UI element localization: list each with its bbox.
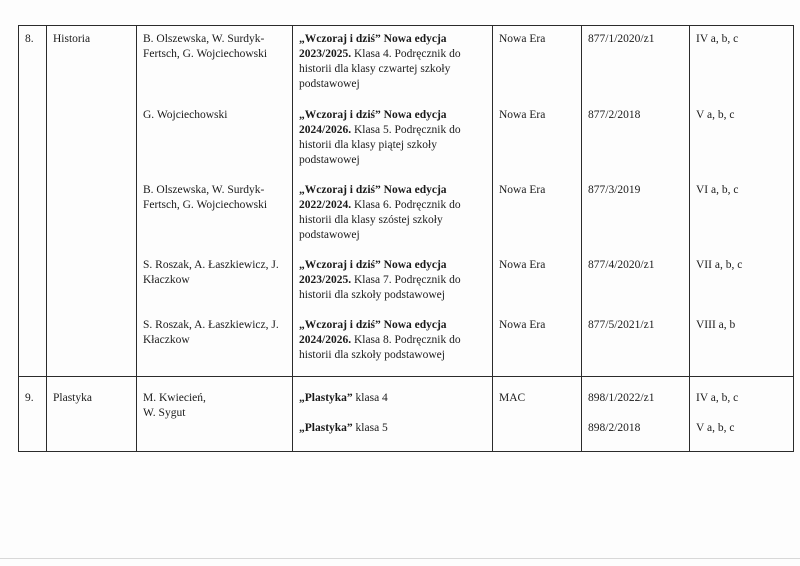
authors-cell	[137, 377, 293, 452]
row-number: 9.	[25, 392, 34, 404]
title-rest: Klasa 5. Podręcznik do historii dla klasy piątej szkoły podstawowej	[299, 124, 461, 166]
publisher-entry: Nowa Era	[499, 259, 546, 271]
publisher-entry: Nowa Era	[499, 319, 546, 331]
classes-cell	[690, 26, 794, 377]
title-rest: Klasa 7. Podręcznik do historii dla szkoły podstawowej	[299, 274, 461, 301]
authors-cell	[137, 26, 293, 377]
approval-number: 898/1/2022/z1	[588, 392, 655, 404]
classes-entry: VIII a, b	[696, 319, 736, 331]
subject-cell	[47, 26, 137, 377]
classes-entry: VI a, b, c	[696, 184, 739, 196]
title-bold: „Wczoraj i dziś” Nowa edycja 2023/2025.	[299, 33, 447, 60]
publisher-entry: Nowa Era	[499, 33, 546, 45]
approval-number: 877/2/2018	[588, 109, 641, 121]
title-bold: „Wczoraj i dziś” Nowa edycja 2024/2026.	[299, 109, 447, 136]
title-rest: Klasa 6. Podręcznik do historii dla klasy szóstej szkoły podstawowej	[299, 199, 461, 241]
publisher-cell	[493, 377, 582, 452]
authors-entry: S. Roszak, A. Łaszkiewicz, J. Kłaczkow	[143, 319, 279, 346]
title-entry	[299, 183, 486, 258]
textbook-table	[18, 25, 794, 452]
title-rest: klasa 5	[352, 422, 388, 434]
table-row-historia	[19, 26, 794, 377]
authors-entry: B. Olszewska, W. Surdyk-Fertsch, G. Wojciechowski	[143, 33, 268, 60]
publisher-entry: Nowa Era	[499, 109, 546, 121]
row-number-cell	[19, 26, 47, 377]
title-rest: Klasa 4. Podręcznik do historii dla klasy czwartej szkoły podstawowej	[299, 48, 461, 90]
subject-name: Historia	[53, 33, 91, 45]
approval-number: 877/1/2020/z1	[588, 33, 655, 45]
authors-line: M. Kwiecień,	[143, 392, 206, 404]
title-entry	[299, 32, 486, 108]
classes-entry: V a, b, c	[696, 109, 735, 121]
title-bold: „Wczoraj i dziś” Nowa edycja 2024/2026.	[299, 319, 447, 346]
title-bold: „Wczoraj i dziś” Nowa edycja 2022/2024.	[299, 184, 447, 211]
title-entry	[299, 108, 486, 183]
title-bold: „Plastyka”	[299, 422, 353, 434]
approval-number-cell	[582, 26, 690, 377]
approval-number: 877/4/2020/z1	[588, 259, 655, 271]
row-number-cell	[19, 377, 47, 452]
row-number: 8.	[25, 33, 34, 45]
approval-number: 877/3/2019	[588, 184, 641, 196]
title-rest: klasa 4	[352, 392, 388, 404]
publisher-entry: MAC	[499, 392, 526, 404]
classes-entry: IV a, b, c	[696, 33, 739, 45]
title-cell	[293, 26, 493, 377]
authors-line: W. Sygut	[143, 407, 186, 419]
page-bottom-divider	[0, 558, 800, 559]
title-entry	[299, 318, 486, 376]
title-bold: „Plastyka”	[299, 392, 353, 404]
subject-name: Plastyka	[53, 392, 92, 404]
title-rest: Klasa 8. Podręcznik do historii dla szkoły podstawowej	[299, 334, 461, 361]
classes-entry: V a, b, c	[696, 422, 735, 434]
authors-entry: S. Roszak, A. Łaszkiewicz, J. Kłaczkow	[143, 259, 279, 286]
authors-entry: G. Wojciechowski	[143, 109, 228, 121]
approval-number: 877/5/2021/z1	[588, 319, 655, 331]
publisher-cell	[493, 26, 582, 377]
table-row-plastyka	[19, 377, 794, 452]
classes-cell	[690, 377, 794, 452]
title-entry	[299, 421, 486, 451]
title-entry	[299, 258, 486, 318]
authors-entry: B. Olszewska, W. Surdyk-Fertsch, G. Wojciechowski	[143, 184, 268, 211]
classes-entry: IV a, b, c	[696, 392, 739, 404]
subject-cell	[47, 377, 137, 452]
classes-entry: VII a, b, c	[696, 259, 743, 271]
approval-number-cell	[582, 377, 690, 452]
title-entry	[299, 391, 486, 421]
publisher-entry: Nowa Era	[499, 184, 546, 196]
approval-number: 898/2/2018	[588, 422, 641, 434]
title-bold: „Wczoraj i dziś” Nowa edycja 2023/2025.	[299, 259, 447, 286]
title-cell	[293, 377, 493, 452]
